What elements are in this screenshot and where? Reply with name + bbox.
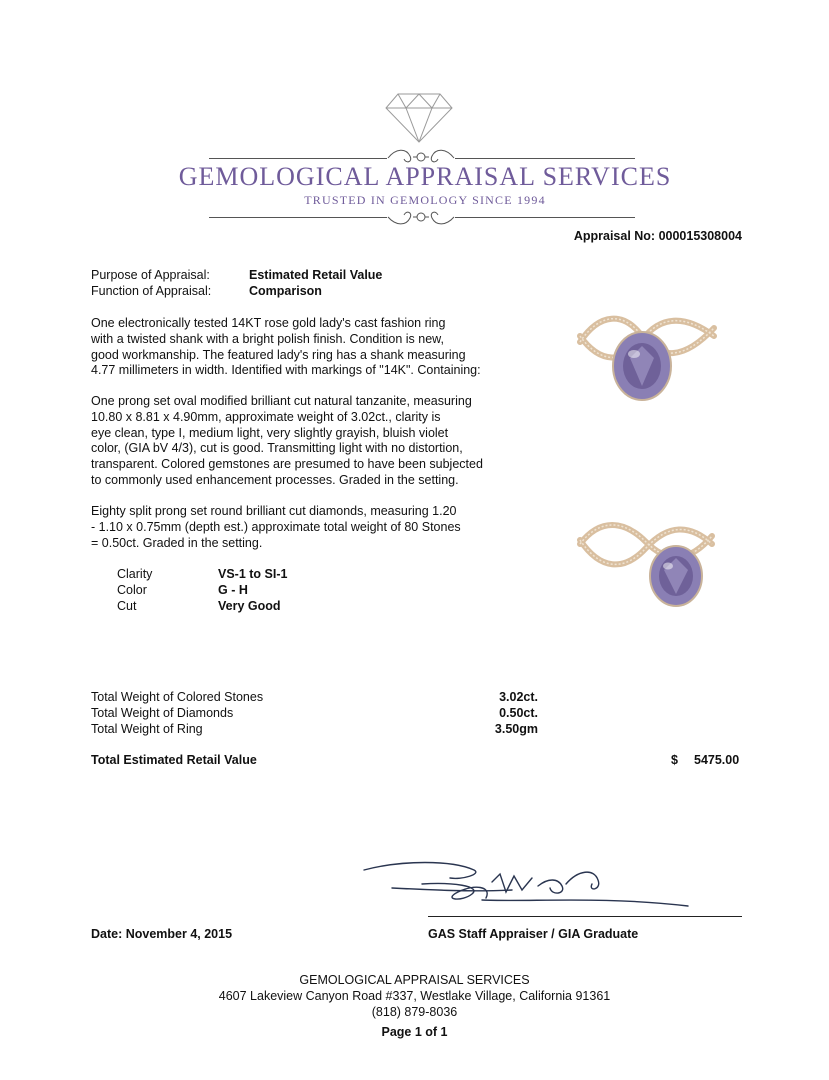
purpose-label: Purpose of Appraisal: <box>91 268 210 282</box>
total-colored-stones-label: Total Weight of Colored Stones <box>91 690 264 704</box>
retail-value-amount: 5475.00 <box>694 753 740 767</box>
footer-company: GEMOLOGICAL APPRAISAL SERVICES <box>299 973 530 987</box>
text-line: transparent. Colored gemstones are presumed to have been subjected <box>91 457 483 472</box>
cut-value: Very Good <box>218 599 281 613</box>
appraiser-title: GAS Staff Appraiser / GIA Graduate <box>428 927 639 941</box>
text-line: One electronically tested 14KT rose gold lady's cast fashion ring <box>91 316 446 330</box>
text-line: with a twisted shank with a bright polish finish. Condition is new, <box>91 331 444 346</box>
retail-value-label: Total Estimated Retail Value <box>91 753 257 767</box>
footer-phone: (818) 879-8036 <box>371 1005 458 1019</box>
ring-photo-top <box>572 302 722 412</box>
total-ring-weight-label: Total Weight of Ring <box>91 722 203 736</box>
diamonds-description <box>91 504 531 551</box>
text-line: Eighty split prong set round brilliant cut diamonds, measuring 1.20 <box>91 504 457 518</box>
text-line: One prong set oval modified brilliant cut natural tanzanite, measuring <box>91 394 472 408</box>
header-top-rule-left <box>209 158 387 159</box>
header-top-rule-right <box>455 158 635 159</box>
total-colored-stones-value: 3.02ct. <box>499 690 538 704</box>
appraisal-date: Date: November 4, 2015 <box>91 927 233 941</box>
function-value: Comparison <box>249 284 322 298</box>
header-bottom-rule-left <box>209 217 387 218</box>
purpose-value: Estimated Retail Value <box>249 268 383 282</box>
text-line: 4.77 millimeters in width. Identified with markings of "14K". Containing: <box>91 363 481 378</box>
diamond-logo-icon <box>384 92 454 144</box>
total-diamonds-label: Total Weight of Diamonds <box>91 706 234 720</box>
text-line: good workmanship. The featured lady's ring has a shank measuring <box>91 347 466 362</box>
color-value: G - H <box>218 583 248 597</box>
total-ring-weight-value: 3.50gm <box>494 722 538 736</box>
tanzanite-description <box>91 394 531 489</box>
ring-photo-bottom <box>572 514 722 624</box>
signature <box>362 856 692 918</box>
cut-label: Cut <box>117 599 137 613</box>
header-bottom-rule-right <box>455 217 635 218</box>
signature-line <box>428 916 742 917</box>
text-line: to commonly used enhancement processes. Graded in the setting. <box>91 472 459 487</box>
appraisal-number: Appraisal No: 000015308004 <box>573 229 742 243</box>
currency-symbol: $ <box>671 753 678 767</box>
ornament-bottom-icon <box>386 206 456 228</box>
text-line: = 0.50ct. Graded in the setting. <box>91 535 263 550</box>
text-line: - 1.10 x 0.75mm (depth est.) approximate total weight of 80 Stones <box>91 519 461 534</box>
text-line: eye clean, type I, medium light, very slightly grayish, bluish violet <box>91 425 449 440</box>
clarity-value: VS-1 to SI-1 <box>218 567 288 581</box>
text-line: color, (GIA bV 4/3), cut is good. Transmitting light with no distortion, <box>91 441 463 456</box>
company-name: GEMOLOGICAL APPRAISAL SERVICES <box>178 162 672 191</box>
ring-description <box>91 316 531 379</box>
footer-address: 4607 Lakeview Canyon Road #337, Westlake Village, California 91361 <box>218 989 611 1003</box>
clarity-label: Clarity <box>117 567 153 581</box>
text-line: 10.80 x 8.81 x 4.90mm, approximate weight of 3.02ct., clarity is <box>91 409 441 424</box>
function-label: Function of Appraisal: <box>91 284 212 298</box>
page-number: Page 1 of 1 <box>381 1025 448 1039</box>
color-label: Color <box>117 583 147 597</box>
total-diamonds-value: 0.50ct. <box>499 706 538 720</box>
company-tagline: TRUSTED IN GEMOLOGY SINCE 1994 <box>304 193 546 207</box>
